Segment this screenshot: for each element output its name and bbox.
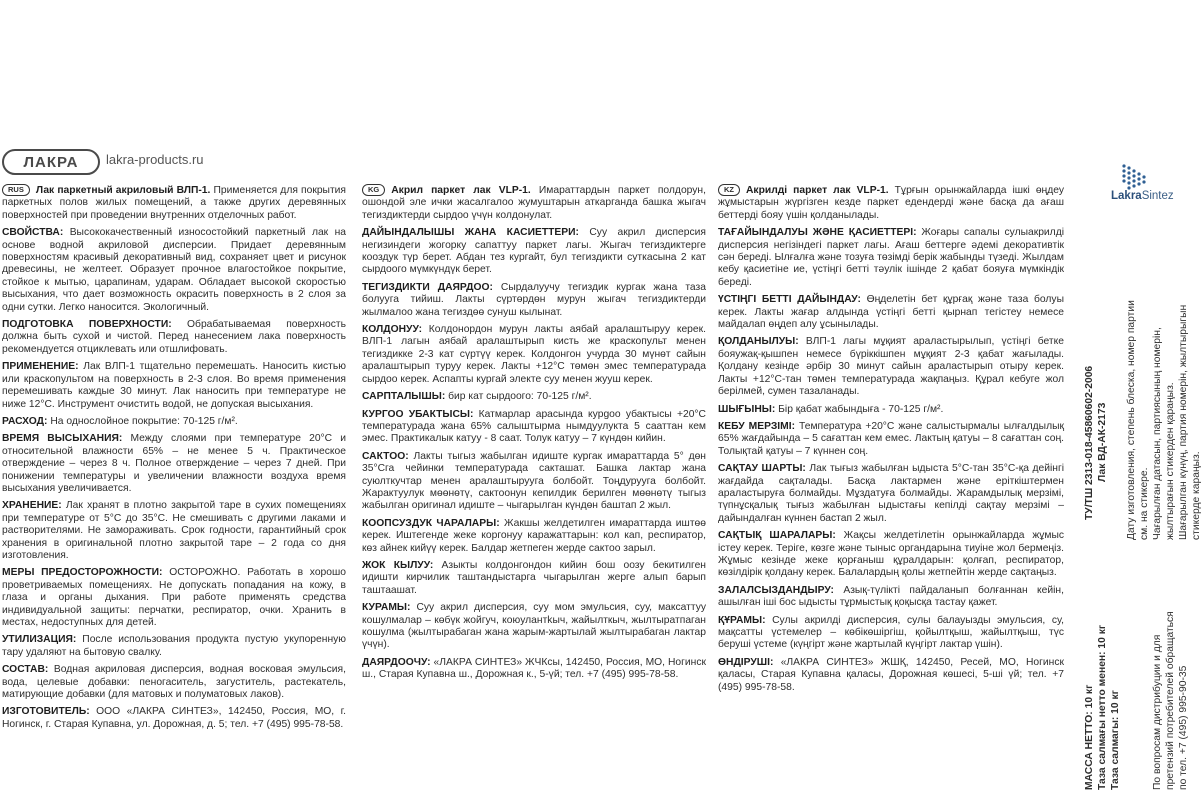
kg-section-heading: САРПТАЛЫШЫ: xyxy=(362,391,446,403)
kz-column xyxy=(718,184,1064,699)
kg-section-text: Суу акрил дисперсия, суу мом эмульсия, суу, максаттуу кошулмалар – көбүк жойгуч, коюулантkыч, жайылткыч, жылтыратпаган кошулма (жылтырабаган жана жарым-жартылай жылтырабаган лактар үчүн). xyxy=(362,602,706,651)
kg-section-text: Азыкты колдонгондон кийин бош оозу бекитилген идишти кирчилик таштандыстарга чыгарылган жерге алып барып таштаашат. xyxy=(362,559,706,596)
rus-section-text: Водная акриловая дисперсия, водная восковая эмульсия, вода, целевые добавки: пеногаситель, загуститель, растекатель, матирующие добавки (для матовых и полуматовых лаков). xyxy=(2,664,346,701)
kz-section-heading: ӨНДІРУШІ: xyxy=(718,656,774,668)
brand-part-b: Sintez xyxy=(1141,190,1174,202)
kz-section-text: Азық-түлікті пайдаланып болғаннан кейін, ашылған іші бос ыдысты тұрмыстық қоқысқа тастау қажет. xyxy=(718,584,1064,609)
kz-section-heading: САҚТАУ ШАРТЫ: xyxy=(718,463,806,475)
svg-text:ЛАКРА: ЛАКРА xyxy=(23,154,79,171)
date-note-2: см. на стикере. xyxy=(1139,467,1150,540)
rus-section-text: После использования продукта пустую укупоренную тару удаляют на бытовую свалку. xyxy=(2,634,346,658)
rus-section-heading: РАСХОД: xyxy=(2,415,48,427)
kg-section-text: Жакшы желдетилген имараттарда иштөө керек. Иштегенде жеке коргонуу каражаттарын: кол кап, респиратор, көз айнек кийүү керек. Балдар жетпеген жерде сактоо зарыл. xyxy=(362,517,706,554)
kg-section-heading: ДАЯРДООЧУ: xyxy=(362,656,431,668)
rus-section-heading: МЕРЫ ПРЕДОСТОРОЖНОСТИ: xyxy=(2,567,163,579)
date-note-4: жылтырағын стикерден қараңыз. xyxy=(1165,382,1176,540)
kz-title: Акрилді паркет лак VLP-1. xyxy=(746,185,889,196)
rus-section-heading: ХРАНЕНИЕ: xyxy=(2,500,62,512)
kz-section-text: Сулы акрилді дисперсия, сулы балауызды эмульсия, су, мақсатты үстемелер – көбікөшіргіш, қойылтқыш, жайылтқыш, түс беруші үстеме (күңгірт және жартылай күңгірт лактар үшін). xyxy=(718,614,1064,651)
kg-intro: Имараттардын паркет полдорун, ошондой эле ички жасалгалоо жумуштарын аткарганда башка жыгач тегиздиктерди сырдоо үчүн колдонулат. xyxy=(362,185,706,221)
rus-section-text: Между слоями при температуре 20°С и относительной влажности 65% – не менее 5 ч. Практическое отверждение – через 8 ч. Полное отверждение – через 7 дней. При понижении температуры и увеличении влажности воздуха время высыхания увеличивается. xyxy=(2,433,347,494)
kg-section-text: Катмарлар арасында курgoo убактысы +20°С температурада жана 65% салыштырма нымдуулукта 5 сааттан кем эмес. Практикалык катуу - 8 саат. Толук катуу – 7 күндөн кийин. xyxy=(362,408,706,445)
lakra-logo xyxy=(2,149,100,175)
kz-section-text: ВЛП-1 лагы мұқият араластырылып, үстіңгі бетке бояужақ-қышпен немесе бүріккішпен мұқият 2-3 қабат жағылады. Қолдану кезінде әрбір 30 минут сайын араластырып отыру керек. Лакты +12°С-тан төмен температурада жақпаңыз. Құрал кебуге жол берілмей, сумен тазаланады. xyxy=(718,336,1064,398)
rus-column xyxy=(2,184,346,736)
kz-section-heading: САҚТЫҚ ШАРАЛАРЫ: xyxy=(718,530,836,542)
kg-section-heading: КООПСУЗДУК ЧАРАЛАРЫ: xyxy=(362,517,500,529)
date-note-6: стикерде караңыз. xyxy=(1191,451,1202,540)
rus-section-heading: ПОДГОТОВКА ПОВЕРХНОСТИ: xyxy=(2,319,172,331)
kg-section-heading: ДАЙЫНДАЛЫШЫ ЖАНА КАСИЕТТЕРИ: xyxy=(362,227,579,239)
rus-section-heading: ВРЕМЯ ВЫСЫХАНИЯ: xyxy=(2,433,123,445)
website-link[interactable]: lakra-products.ru xyxy=(106,152,204,167)
rus-section-text: ООО «ЛАКРА СИНТЕЗ», 142450, Россия, МО, г. Ногинск, г. Старая Купавна, ул. Дорожная, д. 5; тел. +7 (495) 995-78-58. xyxy=(2,706,346,730)
kz-badge: KZ xyxy=(718,184,740,196)
rus-section-heading: ИЗГОТОВИТЕЛЬ: xyxy=(2,706,90,718)
rus-title: Лак паркетный акриловый ВЛП-1. xyxy=(35,185,211,196)
kz-section-text: Температура +20°С және салыстырмалы ылғалдылық 65% жағдайында – 5 сағаттан кем емес. Лактың қатуы – 8 сағаттан соң. Толықтай қатуы – 7 күннен соң. xyxy=(718,420,1064,457)
kg-badge: KG xyxy=(362,184,385,196)
lakra-sintez-logo xyxy=(1110,152,1196,212)
net-mass-3: Таза салмагы: 10 кг xyxy=(1110,690,1121,790)
rus-section-text: Высококачественный износостойкий паркетный лак на основе водной акриловой дисперсии. Придает деревянным поверхностям красивый декоративный вид, сохраняет цвет и рисунок древесины, не желтеет. Образует прочное влагостойкое покрытие, стойкое к мытью, царапинам, ударам. Обладает высокой скоростью высыхания, что дает возможность окрасить поверхность в 2 слоя за одни сутки. Легко наносится. Экологичный. xyxy=(2,227,346,313)
kz-section-text: Бір қабат жабындыға - 70-125 г/м². xyxy=(778,403,944,415)
kg-section-text: Лакты тыгыз жабылган идиште кургак имараттарда 5° дөн 35°Cга чейинки температурада сакташат. Башка лактар жана суюлткучтар менен аралаштырууга болбойт. Тоңдурууга болбойт. Жарактуулук мөөнөтү, сактоонун кепилдик берилген мөөнөтү тыгыз жабылган оригинал идиште – чыгарылган күндөн баштап 2 жыл. xyxy=(362,450,706,512)
rus-section-text: Лак хранят в плотно закрытой таре в сухих помещениях при температуре от 5°С до 35°С. Не смешивать с другими лаками и растворителями. Не замораживать. Срок годности, гарантийный срок хранения в оригинальной плотно закрытой таре – 2 года со дня изготовления. xyxy=(2,500,346,561)
lakra-sintez-wordmark xyxy=(1111,190,1174,202)
kg-section-text: Суу акрил дисперсия негизиндеги жогорку сапаттуу паркет лагы. Жыгач тегиздиктерге кооздук түр берет. Абдан тез кургайт, бул тегиздикти суткасына 2 кат сырдоого мүмкүндүк берет. xyxy=(362,227,706,276)
kg-section-heading: КУРАМЫ: xyxy=(362,602,411,614)
kz-section-heading: ҮСТІҢГІ БЕТТІ ДАЙЫНДАУ: xyxy=(718,294,861,306)
rus-intro: Применяется для покрытия паркетных полов жилых помещений, а также других деревянных поверхностей при проведении внутренних отделочных работ. xyxy=(2,185,346,221)
claims-note-2: претензий потребителей обращаться xyxy=(1165,611,1176,790)
rus-section-text: Обрабатываемая поверхность должна быть сухой и чистой. Перед нанесением лака поверхность рекомендуется отциклевать или отшлифовать. xyxy=(2,319,346,355)
lacquer-code: Лак ВД-АК-2173 xyxy=(1097,402,1108,482)
kz-section-heading: ҚОЛДАНЫЛУЫ: xyxy=(718,336,799,348)
kz-section-heading: ШЫҒЫНЫ: xyxy=(718,403,776,415)
kz-section-heading: ЗАЛАЛСЫЗДАНДЫРУ: xyxy=(718,584,834,596)
kz-section-text: «ЛАКРА СИНТЕЗ» ЖШҚ, 142450, Ресей, МО, Ногинск қаласы, Старая Купавна қаласы, Дорожная көшесі, 5-ші үй; тел. +7 (495) 995-78-58. xyxy=(718,656,1064,693)
rus-section-heading: СОСТАВ: xyxy=(2,664,49,676)
date-note-5: Шағарылган күнүң, партия номерін, жылтырыгын xyxy=(1178,304,1189,540)
kg-section-text: бир кат сырдоого: 70-125 г/м². xyxy=(448,391,592,403)
kg-section-text: «ЛАКРА СИНТЕЗ» ЖЧКсы, 142450, Россия, МО, Ногинск ш., Старая Купавна ш., Дорожная к., 5-үй; тел. +7 (495) 995-78-58. xyxy=(362,656,706,681)
kg-column xyxy=(362,184,706,687)
rus-section-heading: СВОЙСТВА: xyxy=(2,227,64,239)
kz-intro: Тұрғын орынжайларда ішкі өңдеу жұмыстарын жүргізген кезде паркет едендерді және басқа да ағаш беттерді бояу үшін қолданылады. xyxy=(718,185,1064,221)
kg-section-text: Колдонордон мурун лакты аябай аралаштыруу керек. ВЛП-1 лагын аябай аралаштырып кисть же краскопульт менен тегиздикке 2-3 кат сүртүү керек. Колдонгон учурда 30 мүнөт сайын аралаштырып туруу керек. Лакты +12°С төмөн эмес температурада сырдоо керек. Аспапты кургай электе суу менен жууш керек. xyxy=(362,324,706,385)
brand-part-a: Lakra xyxy=(1111,190,1142,202)
date-note-1: Дату изготовления, степень блеска, номер партии xyxy=(1126,300,1137,540)
rus-section-text: Лак ВЛП-1 тщательно перемешать. Наносить кистью или краскопультом на поверхность в 2-3 слоя. Во время применения перемешивать каждые 30 минут. Лак наносить при температуре не ниже 12°С. Инструмент очистить водой, не допуская высыхания. xyxy=(2,361,346,410)
claims-note-1: По вопросам дистрибуции и для xyxy=(1152,634,1163,790)
kg-section-text: Сырдалуучу тегиздик кургак жана таза болууга тийиш. Лакты сүртөрдөн мурун жыгач тегиздиктерди жылмалоо жана тегиздөө сунуш кылынат. xyxy=(362,281,706,318)
net-mass-1: МАССА НЕТТО: 10 кг xyxy=(1084,684,1095,790)
kz-section-text: Өңделетін бет құрғақ және таза болуы керек. Лакты жағар алдында үстіңгі бетті қырнап тегістеу немесе майдалап өңдеп алу ұсынылады. xyxy=(718,294,1064,331)
kg-section-heading: ТЕГИЗДИКТИ ДАЯРДОО: xyxy=(362,281,493,293)
rus-section-heading: ПРИМЕНЕНИЕ: xyxy=(2,361,79,373)
kz-section-heading: КЕБУ МЕРЗІМІ: xyxy=(718,420,796,432)
kz-section-text: Жақсы желдетілетін орынжайларда жұмыс істеу керек. Теріге, көзге және тыныс органдарына тиуіне жол бермеңіз. Жұмыс кезінде жеке қорғаныш құралдарын: қолғап, респиратор, көзілдірік қолдану керек. Балалардың қолы жетпейтін жерде сақтаңыз. xyxy=(718,530,1064,579)
kg-title: Акрил паркет лак VLP-1. xyxy=(391,185,531,196)
kz-section-heading: ҚҰРАМЫ: xyxy=(718,614,766,626)
rus-section-text: ОСТОРОЖНО. Работать в хорошо проветриваемых помещениях. Не допускать попадания на кожу, в глаза и органы дыхания. При работе применять средства индивидуальной защиты: перчатки, респиратор, очки. Хранить в местах, недоступных для детей. xyxy=(2,567,346,628)
kg-section-heading: КОЛДОНУУ: xyxy=(362,324,423,336)
date-note-3: Чағарылған датасын, партиясының номерін, xyxy=(1152,327,1163,540)
kg-section-heading: КУРГОО УБАКТЫСЫ: xyxy=(362,408,474,420)
kz-section-text: Лак тығыз жабылған ыдыста 5°С-тан 35°С-қа дейінгі жағдайда сақталады. Басқа лактармен және еріткіштермен араластыруға болмайды. Мұздатуға болмайды. Жарамдылық мерзімі, түпнұсқалық тығыз жабылған ыдыстағы кепілді сақтау мерзімі – дайындалған күннен бастап 2 жыл. xyxy=(718,463,1064,524)
kz-section-heading: ТАҒАЙЫНДАЛУЫ ЖӘНЕ ҚАСИЕТТЕРІ: xyxy=(718,227,917,239)
kg-section-heading: ЖОК КЫЛУУ: xyxy=(362,559,434,571)
kz-section-text: Жоғары сапалы сулыакрилді дисперсия негізіндегі паркет лагы. Ағаш беттерге әдемі декоративтік сән береді. Ылғалға және тозуға төзімді берік жабынды түзеді. Жылдам кебу қасиетіне ие, үстіңгі бетті тәулік ішінде 2 қабат бояуға мүмкіндік береді. xyxy=(718,227,1064,288)
rus-section-heading: УТИЛИЗАЦИЯ: xyxy=(2,634,77,646)
net-mass-2: Таза салмағы нетто менен: 10 кг xyxy=(1097,624,1108,790)
claims-phone: по тел. +7 (495) 995-90-35 xyxy=(1178,665,1189,790)
kg-section-heading: САКТОО: xyxy=(362,450,409,462)
rus-section-text: На однослойное покрытие: 70-125 г/м². xyxy=(50,415,238,427)
tu-code: ТУ/ТШ 2313-018-45860602-2006 xyxy=(1084,365,1095,520)
rus-badge: RUS xyxy=(2,184,30,196)
